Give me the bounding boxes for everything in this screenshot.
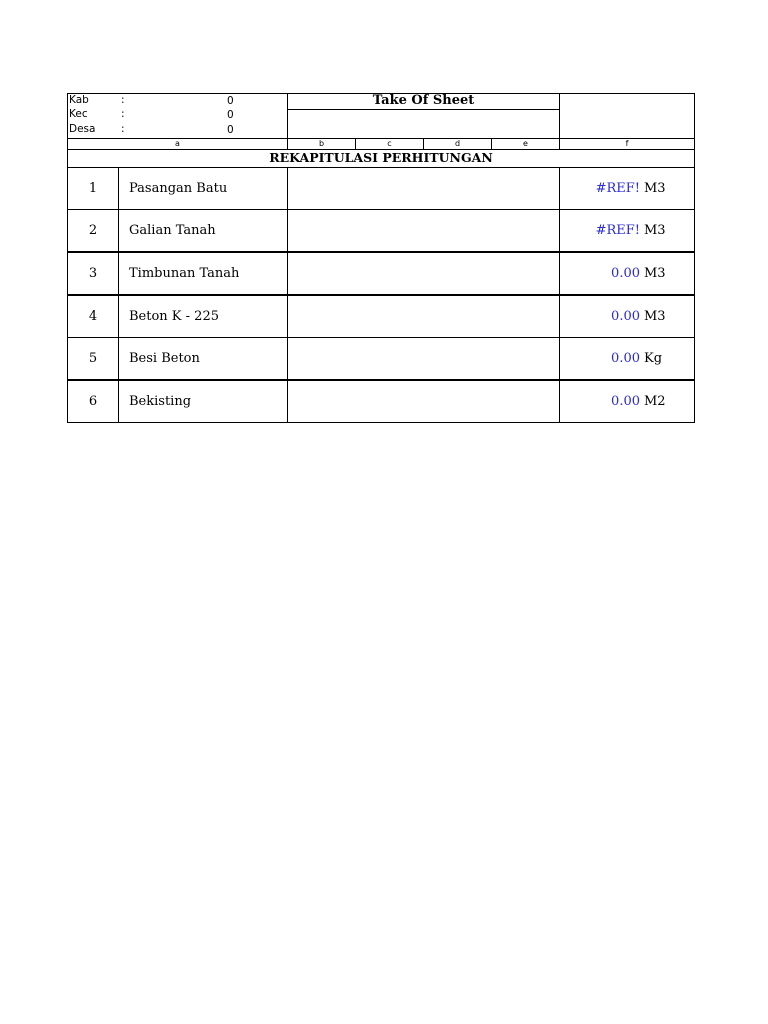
header-right-box [559,93,695,139]
row-item-name: Galian Tanah [118,209,288,252]
row-value-cell [559,295,695,338]
row-value-cell [559,380,695,423]
table-row [67,209,695,252]
row-unit: M3 [644,223,666,238]
row-number: 2 [67,209,119,252]
row-value: 0.00 [611,394,640,409]
row-item-name: Beton K - 225 [118,295,288,338]
column-letter-d: d [423,138,492,150]
row-number: 5 [67,337,119,380]
table-row [67,380,695,423]
row-empty-cell [287,337,560,380]
row-item-name: Pasangan Batu [118,167,288,210]
row-value-cell [559,337,695,380]
info-value-kab: 0 [227,95,234,107]
table-row [67,337,695,380]
info-sep-desa: : [121,123,125,135]
row-unit: M3 [644,309,666,324]
row-unit: M3 [644,181,666,196]
row-item-name: Timbunan Tanah [118,252,288,295]
row-empty-cell [287,209,560,252]
location-info-box [67,93,288,139]
row-empty-cell [287,380,560,423]
title-divider [287,109,560,110]
row-value: #REF! [595,223,640,238]
section-title: REKAPITULASI PERHITUNGAN [67,149,695,168]
column-letter-b: b [287,138,356,150]
row-number: 3 [67,252,119,295]
row-unit: M3 [644,266,666,281]
row-item-name: Besi Beton [118,337,288,380]
sheet-title: Take Of Sheet [372,93,475,108]
info-sep-kab: : [121,94,125,106]
info-label-kec: Kec [69,108,88,120]
info-label-kab: Kab [69,94,89,106]
table-row [67,295,695,338]
row-item-name: Bekisting [118,380,288,423]
row-value: 0.00 [611,266,640,281]
table-row [67,167,695,210]
row-unit: M2 [644,394,666,409]
info-sep-kec: : [121,108,125,120]
row-value-cell [559,209,695,252]
row-empty-cell [287,252,560,295]
row-number: 6 [67,380,119,423]
row-empty-cell [287,167,560,210]
row-unit: Kg [644,351,663,366]
info-label-desa: Desa [69,123,96,135]
row-value-cell [559,167,695,210]
column-letter-e: e [491,138,560,150]
table-row [67,252,695,295]
column-letter-a: a [67,138,288,150]
row-value: 0.00 [611,351,640,366]
row-empty-cell [287,295,560,338]
row-value: 0.00 [611,309,640,324]
column-letter-c: c [355,138,424,150]
title-box [287,93,560,139]
row-value-cell [559,252,695,295]
row-number: 1 [67,167,119,210]
row-value: #REF! [595,181,640,196]
info-value-kec: 0 [227,109,234,121]
info-value-desa: 0 [227,124,234,136]
column-letter-f: f [559,138,695,150]
row-number: 4 [67,295,119,338]
